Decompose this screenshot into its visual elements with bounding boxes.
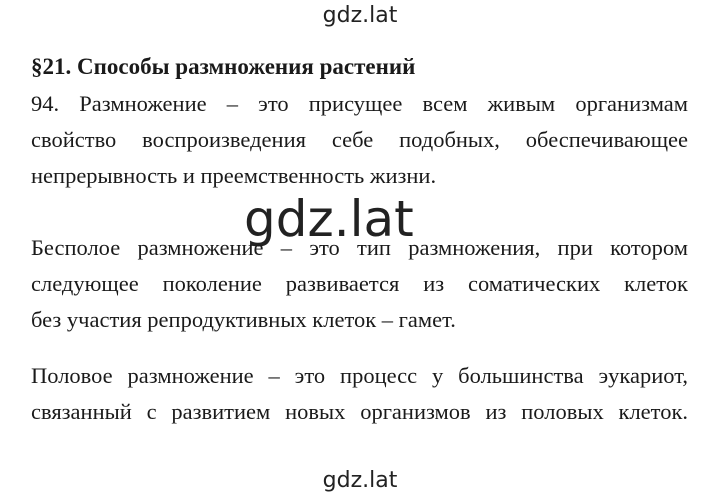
paragraph-line: связанный с развитием новых организмов из половых клеток. [31, 399, 688, 424]
paragraph-sexual-reproduction [31, 358, 688, 430]
watermark-middle: gdz.lat [244, 190, 414, 248]
paragraph-line: без участия репродуктивных клеток – гамет. [31, 307, 456, 332]
paragraph-line: Половое размножение – это процесс у большинства эукариот, [31, 363, 688, 388]
paragraph-reproduction-definition [31, 86, 688, 194]
paragraph-line: Бесполое размножение – это тип размножения, при котором [31, 235, 688, 260]
section-heading: §21. Способы размножения растений [31, 54, 416, 79]
paragraph-line: свойство воспроизведения себе подобных, обеспечивающее [31, 127, 688, 152]
paragraph-asexual-reproduction [31, 230, 688, 338]
paragraph-line: следующее поколение развивается из соматических клеток [31, 271, 688, 296]
paragraph-line: 94. Размножение – это присущее всем живым организмам [31, 91, 688, 116]
watermark-top: gdz.lat [322, 3, 398, 28]
watermark-bottom: gdz.lat [322, 468, 398, 493]
paragraph-line: непрерывность и преемственность жизни. [31, 163, 437, 188]
